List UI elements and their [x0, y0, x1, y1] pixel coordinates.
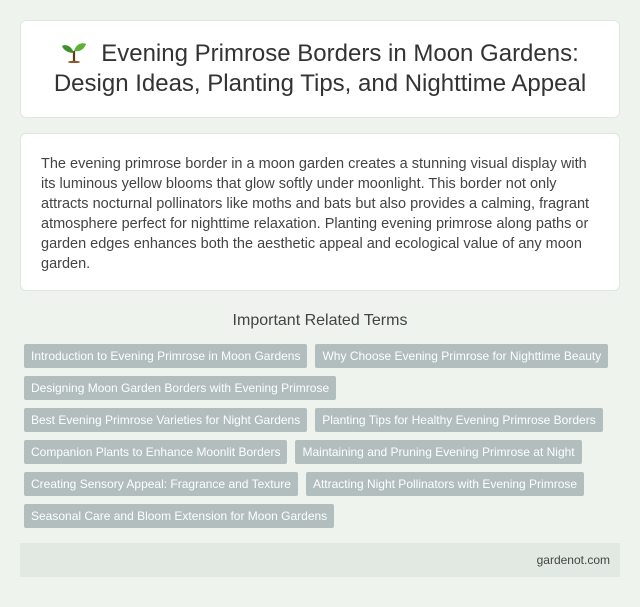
related-term-tag[interactable]: Maintaining and Pruning Evening Primrose at Night	[295, 440, 581, 464]
related-term-tag[interactable]: Creating Sensory Appeal: Fragrance and Texture	[24, 472, 298, 496]
title-card	[20, 20, 620, 118]
footer	[20, 543, 620, 577]
page-title-text: Evening Primrose Borders in Moon Gardens: Design Ideas, Planting Tips, and Nighttime Appeal	[53, 40, 587, 97]
description-paragraph: The evening primrose border in a moon garden creates a stunning visual display with its luminous yellow blooms that glow softly under moonlight. This border not only attracts nocturnal pollinators like moths and bats but also provides a calming, fragrant atmosphere perfect for nighttime relaxation. Planting evening primrose along paths or garden edges enhances both the aesthetic appeal and ecological value of any moon garden.	[41, 156, 590, 272]
sprout-icon	[61, 41, 87, 63]
related-term-tag[interactable]: Attracting Night Pollinators with Evening Primrose	[306, 472, 584, 496]
related-terms-heading: Important Related Terms	[232, 312, 408, 329]
related-terms-list	[24, 344, 620, 528]
related-term-tag[interactable]: Why Choose Evening Primrose for Nighttime Beauty	[315, 344, 608, 368]
page-title	[45, 39, 595, 99]
description-card	[20, 133, 620, 291]
related-term-tag[interactable]: Planting Tips for Healthy Evening Primrose Borders	[315, 408, 602, 432]
related-term-tag[interactable]: Seasonal Care and Bloom Extension for Moon Gardens	[24, 504, 334, 528]
related-term-tag[interactable]: Companion Plants to Enhance Moonlit Borders	[24, 440, 287, 464]
related-term-tag[interactable]: Designing Moon Garden Borders with Evening Primrose	[24, 376, 336, 400]
related-term-tag[interactable]: Best Evening Primrose Varieties for Night Gardens	[24, 408, 307, 432]
related-term-tag[interactable]: Introduction to Evening Primrose in Moon Gardens	[24, 344, 307, 368]
footer-site-link[interactable]: gardenot.com	[536, 553, 610, 567]
